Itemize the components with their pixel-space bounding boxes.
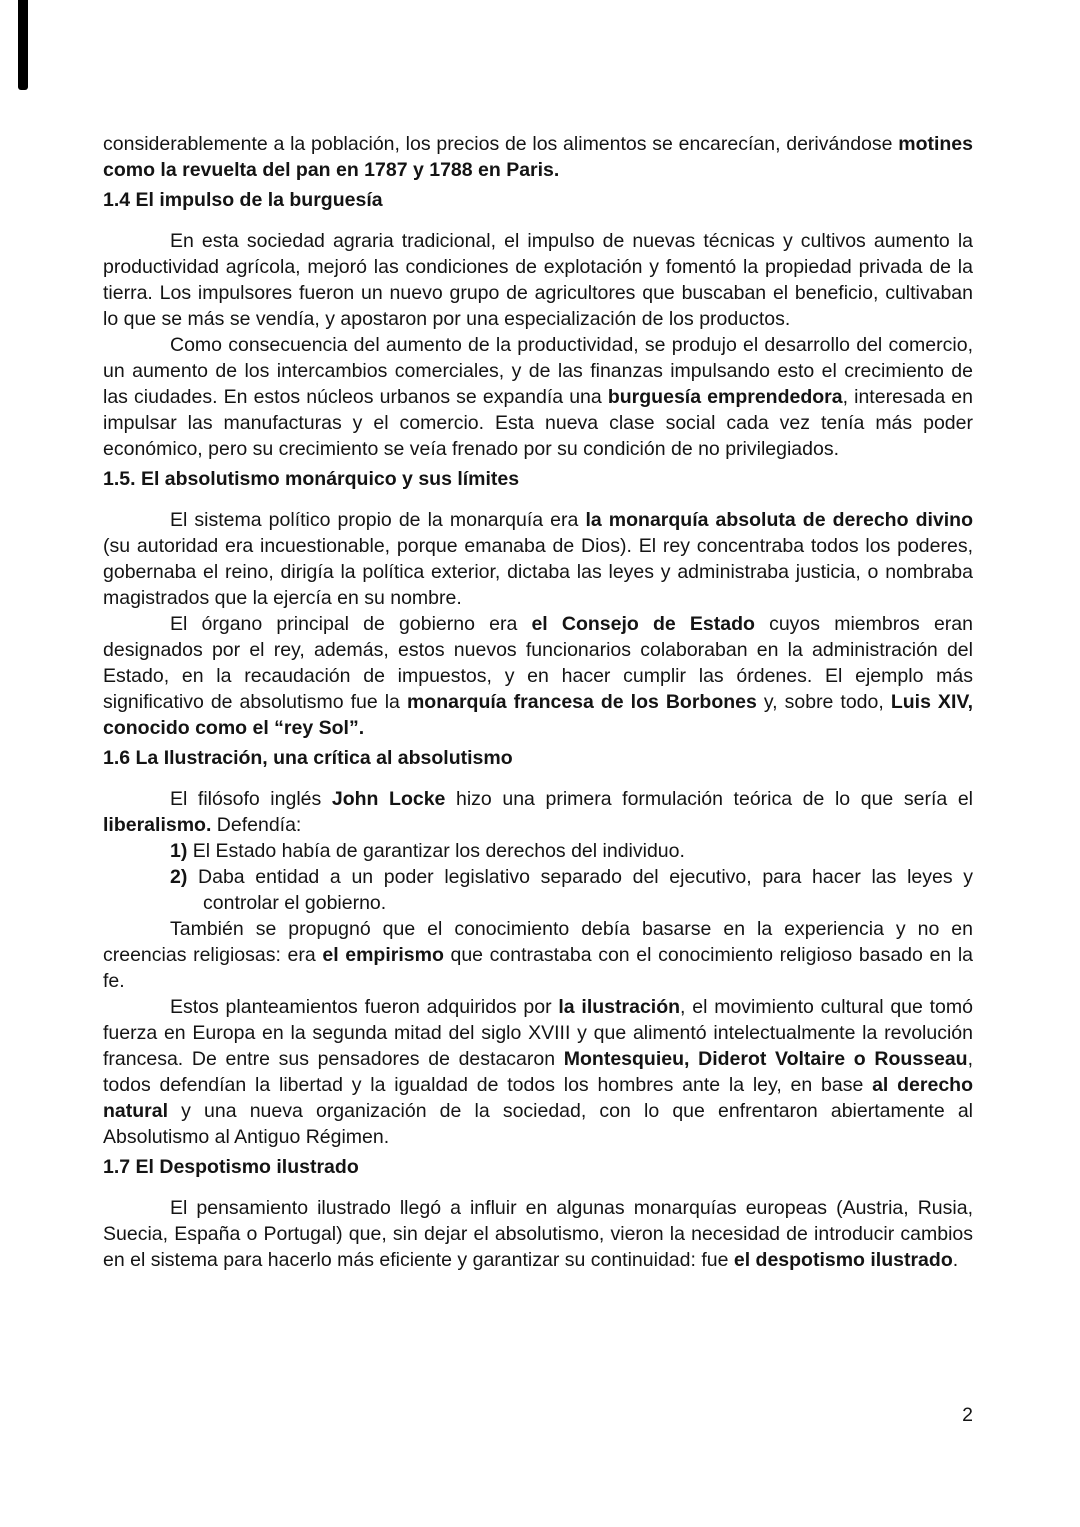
text-run: . (952, 1249, 959, 1271)
paragraph (103, 994, 973, 1150)
text-run: (su autoridad era incuestionable, porque emanaba de Dios). El rey concentraba todos los poderes, gobernaba el reino, dirigía la política exterior, dictaba las leyes y administraba justicia, o nombraba magistrados que la ejercía en su nombre. (103, 535, 973, 609)
text-run: En esta sociedad agraria tradicional, el impulso de nuevas técnicas y cultivos aumento la productividad agrícola, mejoró las condiciones de explotación y fomentó la propiedad privada de la tierra. Los impulsores fueron un nuevo grupo de agricultores que buscaban el beneficio, cultivaban lo que se más se vendía, y apostaron por una especialización de los productos. (103, 230, 973, 330)
paragraph (103, 228, 973, 332)
bold-text-run: el despotismo ilustrado (733, 1249, 953, 1271)
text-run: El filósofo inglés (170, 788, 332, 810)
text-run: , todos defendían la libertad y la igualdad de todos los hombres ante la ley, en base (103, 1048, 973, 1096)
bold-text-run: 1.6 La Ilustración, una crítica al absolutismo (103, 747, 513, 769)
text-run: Estos planteamientos fueron adquiridos por (170, 996, 559, 1018)
paragraph (103, 131, 973, 183)
section-heading (103, 1154, 973, 1180)
text-run: considerablemente a la población, los precios de los alimentos se encarecían, derivándose (103, 133, 899, 155)
text-run: Defendía: (211, 814, 302, 836)
list-item-marker: 1) (170, 840, 193, 862)
text-run: El Estado había de garantizar los derechos del individuo. (192, 840, 685, 862)
paragraph (103, 507, 973, 611)
bold-text-run: 1.4 El impulso de la burguesía (103, 189, 383, 211)
bold-text-run: burguesía emprendedora (607, 386, 843, 408)
list-item (103, 864, 973, 916)
bold-text-run: Luis XIV, conocido como el “rey Sol”. (103, 691, 973, 739)
text-run: que contrastaba con el conocimiento religioso basado en la fe. (103, 944, 973, 992)
bold-text-run: al derecho natural (103, 1074, 973, 1122)
bold-text-run: motines como la revuelta del pan en 1787 y 1788 en Paris. (103, 133, 973, 181)
text-run: y, sobre todo, (756, 691, 891, 713)
bold-text-run: la ilustración (558, 996, 681, 1018)
text-run: Como consecuencia del aumento de la productividad, se produjo el desarrollo del comercio, un aumento de los intercambios comerciales, y de las finanzas impulsando esto el crecimiento de las ciudades. En estos núcleos urbanos se expandía una (103, 334, 973, 408)
bold-text-run: John Locke (331, 788, 446, 810)
page-number: 2 (962, 1404, 973, 1426)
bold-text-run: liberalismo. (103, 814, 212, 836)
list-item-marker: 2) (170, 866, 199, 888)
paragraph (103, 786, 973, 838)
bold-text-run: Montesquieu, Diderot Voltaire o Rousseau (563, 1048, 968, 1070)
bold-text-run: monarquía francesa de los Borbones (406, 691, 757, 713)
text-run: El órgano principal de gobierno era (170, 613, 532, 635)
section-heading (103, 187, 973, 213)
paragraph (103, 916, 973, 994)
text-run: cuyos miembros eran designados por el rey, además, estos nuevos funcionarios colaboraban en la administración del Estado, en la recaudación de impuestos, y en hacer cumplir las órdenes. El ejemplo más significativo de absolutismo fue la (103, 613, 973, 713)
bold-text-run: 1.7 El Despotismo ilustrado (103, 1156, 359, 1178)
bold-text-run: la monarquía absoluta de derecho divino (585, 509, 973, 531)
document-body (103, 131, 973, 1273)
paragraph (103, 611, 973, 741)
text-run: También se propugnó que el conocimiento debía basarse en la experiencia y no en creencias religiosas: era (103, 918, 973, 966)
list-item (103, 838, 973, 864)
bold-text-run: el Consejo de Estado (531, 613, 755, 635)
text-run: , interesada en impulsar las manufacturas y el comercio. Esta nueva clase social cada vez tenía más poder económico, pero su crecimiento se veía frenado por su condición de no privilegiados. (103, 386, 973, 460)
text-run: y una nueva organización de la sociedad, con lo que enfrentaron abiertamente al Absolutismo al Antiguo Régimen. (103, 1100, 973, 1148)
text-run: hizo una primera formulación teórica de lo que sería el (445, 788, 973, 810)
paragraph (103, 332, 973, 462)
bold-text-run: el empirismo (322, 944, 444, 966)
text-run: El pensamiento ilustrado llegó a influir en algunas monarquías europeas (Austria, Rusia, Suecia, España o Portugal) que, sin dejar el absolutismo, vieron la necesidad de introducir cambios en el sistema para hacerlo más eficiente y garantizar su continuidad: fue (103, 1197, 973, 1271)
bold-text-run: 1.5. El absolutismo monárquico y sus límites (103, 468, 520, 490)
section-heading (103, 745, 973, 771)
section-heading (103, 466, 973, 492)
text-run: El sistema político propio de la monarquía era (170, 509, 586, 531)
text-run: , el movimiento cultural que tomó fuerza en Europa en la segunda mitad del siglo XVIII y que alimentó intelectualmente la revolución francesa. De entre sus pensadores de destacaron (103, 996, 973, 1070)
paragraph (103, 1195, 973, 1273)
text-run: Daba entidad a un poder legislativo separado del ejecutivo, para hacer las leyes y controlar el gobierno. (198, 866, 974, 914)
scan-edge-artifact (18, 0, 28, 90)
